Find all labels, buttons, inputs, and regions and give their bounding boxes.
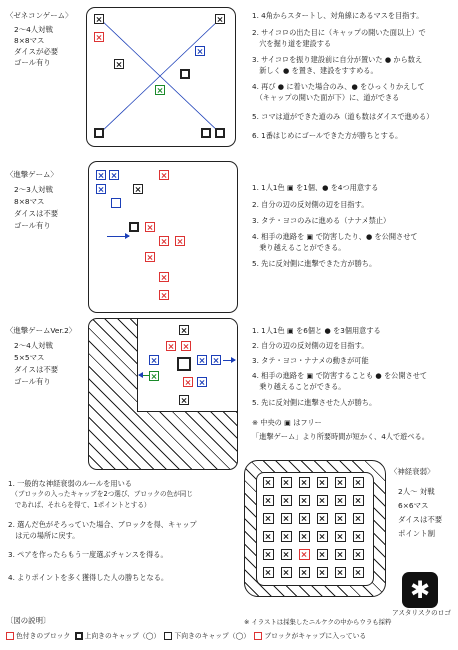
zeneko-cap-top-right — [215, 14, 225, 24]
memory-goal: ポイント制 — [398, 529, 435, 538]
shingeki-cap-1 — [133, 184, 143, 194]
shingeki-blue-3 — [96, 184, 106, 194]
shingeki-red-4 — [175, 236, 185, 246]
memory-cell — [353, 495, 364, 506]
zeneko-green-block — [155, 85, 165, 95]
shingeki2-title: 〈進撃ゲームVer.2〉 — [6, 326, 77, 335]
zeneko-dice: ダイスが必要 — [14, 47, 59, 56]
memory-cell — [353, 477, 364, 488]
shingeki-size: 8×8マス — [14, 197, 45, 206]
zeneko-rule-5: 5. コマは道ができた道のみ（道も数はダイスで進める） — [252, 112, 434, 121]
memory-cell — [335, 477, 346, 488]
zeneko-cap-mid-right — [180, 69, 190, 79]
zeneko-rule-4b: （キャップの開いた面が下）に、道ができる — [252, 93, 400, 102]
colored-block-icon — [6, 632, 14, 640]
memory-cell — [335, 513, 346, 524]
memory-cell — [299, 567, 310, 578]
zeneko-rule-3: 3. サイコロを振り建設前に自分が置いた ● から数え — [252, 55, 423, 64]
zeneko-diagonals — [87, 8, 235, 146]
shingeki2-blue-1 — [149, 355, 159, 365]
memory-cell — [281, 513, 292, 524]
legend-title: 〔図の説明〕 — [6, 616, 51, 625]
memory-rule-2b: は元の場所に戻す。 — [8, 531, 80, 540]
memory-cell — [317, 513, 328, 524]
memory-cell — [335, 531, 346, 542]
zeneko-rule-6: 6. 1番はじめにゴールできた方が勝ちとする。 — [252, 131, 403, 140]
shingeki-red-2 — [145, 222, 155, 232]
memory-cell — [317, 549, 328, 560]
memory-cell — [335, 567, 346, 578]
shingeki2-rule-3: 3. タテ・ヨコ・ナナメの動きが可能 — [252, 356, 369, 365]
zeneko-cap-bottom-right-a — [201, 128, 211, 138]
memory-rule-3: 3. ペアを作ったらもう一度選ぶチャンスを得る。 — [8, 550, 168, 559]
memory-cell — [353, 567, 364, 578]
legend-row — [6, 632, 366, 640]
memory-players: 2人〜 対戦 — [398, 487, 435, 496]
logo-caption: アスタリスクのロゴ — [392, 609, 451, 617]
shingeki-board — [88, 161, 238, 313]
memory-rule-1c: であれば、それらを得て、1ポイントとする） — [8, 501, 151, 509]
memory-cell — [353, 531, 364, 542]
shingeki-title: 〈進撃ゲーム〉 — [6, 170, 58, 179]
shingeki2-green-1 — [149, 371, 159, 381]
memory-cell — [281, 549, 292, 560]
shingeki2-note-2: 「進撃ゲーム」より所要時間が短かく、4人で遊べる。 — [252, 432, 429, 441]
shingeki-red-7 — [159, 290, 169, 300]
shingeki-rule-3: 3. タテ・ヨコのみに進める（ナナメ禁止） — [252, 216, 391, 225]
legend-item-3: 下向きのキャップ（◯） — [174, 632, 251, 640]
shingeki-rule-5: 5. 先に反対側に進撃できた方が勝ち。 — [252, 259, 377, 268]
shingeki2-blue-arrow — [223, 360, 235, 361]
shingeki2-board — [88, 318, 238, 470]
memory-cell — [281, 495, 292, 506]
shingeki2-cap-center — [177, 357, 191, 371]
shingeki2-note-1: ※ 中央の ▣ はフリー — [252, 418, 322, 427]
zeneko-rule-4: 4. 再び ● に着いた場合のみ、● をひっくりかえして — [252, 82, 425, 91]
shingeki2-rule-4b: 乗り越えることができる。 — [252, 382, 346, 391]
shingeki2-blue-4 — [197, 377, 207, 387]
shingeki2-red-3 — [183, 377, 193, 387]
shingeki2-red-2 — [181, 341, 191, 351]
zeneko-rule-2: 2. サイコロの出た目に（キャップの開いた面以上）で — [252, 28, 426, 37]
memory-cell — [317, 531, 328, 542]
memory-size: 6×6マス — [398, 501, 429, 510]
memory-cell — [299, 549, 310, 560]
legend-item-2: 上向きのキャップ（◯） — [84, 632, 161, 640]
memory-rule-2: 2. 選んだ色がそろっていた場合、ブロックを得、キャップ — [8, 520, 197, 529]
shingeki2-green-arrow — [139, 375, 149, 376]
zeneko-rule-1: 1. 4角からスタートし、対角線にあるマスを目指す。 — [252, 11, 424, 20]
shingeki-blue-2 — [109, 170, 119, 180]
memory-cell — [299, 531, 310, 542]
shingeki-red-5 — [145, 252, 155, 262]
illustration-footnote: ※ イラストは採集したニルケクの中からウラも採粋 — [244, 618, 392, 626]
shingeki2-rule-2: 2. 自分の辺の反対側の辺を目指す。 — [252, 341, 369, 350]
shingeki-red-start — [159, 170, 169, 180]
zeneko-title: 〈ゼネコンゲーム〉 — [6, 11, 73, 20]
memory-cell — [263, 513, 274, 524]
asterisk-logo: ✱ — [402, 572, 438, 608]
shingeki-blue-arrow — [107, 236, 129, 237]
shingeki-rule-1: 1. 1人1色 ▣ を1個、● を4つ用意する — [252, 183, 379, 192]
shingeki2-goal: ゴール有り — [14, 377, 51, 386]
zeneko-cap-bottom-right-b — [215, 128, 225, 138]
shingeki-dice: ダイスは不要 — [14, 209, 59, 218]
memory-cell — [263, 495, 274, 506]
shingeki2-blue-2 — [197, 355, 207, 365]
zeneko-cap-top-left — [94, 14, 104, 24]
memory-cell — [299, 513, 310, 524]
shingeki-goal: ゴール有り — [14, 221, 51, 230]
shingeki-blue-1 — [96, 170, 106, 180]
zeneko-players: 2〜4人対戦 — [14, 25, 53, 34]
memory-cell — [299, 495, 310, 506]
memory-rule-1b: （ブロックの入ったキャップを2つ選び、ブロックの色が同じ — [8, 490, 193, 498]
memory-play-area — [256, 472, 374, 586]
shingeki-cap-center — [129, 222, 139, 232]
legend-item-1: 色付きのブロック — [16, 632, 71, 640]
memory-rule-1: 1. 一般的な神経衰弱のルールを用いる — [8, 479, 133, 488]
memory-title: 〈神経衰弱〉 — [390, 467, 435, 476]
shingeki2-red-1 — [166, 341, 176, 351]
memory-cell — [317, 477, 328, 488]
shingeki2-rule-1: 1. 1人1色 ▣ を6個と ● を3個用意する — [252, 326, 381, 335]
memory-cell — [263, 567, 274, 578]
shingeki2-cap-top — [179, 325, 189, 335]
shingeki-players: 2〜3人対戦 — [14, 185, 53, 194]
shingeki-rule-4b: 乗り越えることができる。 — [252, 243, 346, 252]
shingeki2-cap-bottom — [179, 395, 189, 405]
cap-up-icon — [75, 632, 83, 640]
shingeki-red-6 — [159, 272, 169, 282]
memory-dice: ダイスは不要 — [398, 515, 443, 524]
shingeki-red-3 — [159, 236, 169, 246]
zeneko-blue-block — [195, 46, 205, 56]
shingeki-rule-4: 4. 相手の進路を ▣ で防害したり、● を公開させて — [252, 232, 418, 241]
shingeki-rule-2: 2. 自分の辺の反対側の辺を目指す。 — [252, 200, 369, 209]
shingeki-blue-cap — [111, 198, 121, 208]
legend-item-4: ブロックがキャップに入っている — [264, 632, 367, 640]
cap-down-icon — [164, 632, 172, 640]
zeneko-size: 8×8マス — [14, 36, 45, 45]
zeneko-rule-2b: 穴を掘り道を建設する — [252, 39, 332, 48]
shingeki2-dice: ダイスは不要 — [14, 365, 59, 374]
memory-cell — [281, 531, 292, 542]
zeneko-red-block — [94, 32, 104, 42]
shingeki2-size: 5×5マス — [14, 353, 45, 362]
shingeki2-rule-5: 5. 先に反対側に進撃させた人が勝ち。 — [252, 398, 377, 407]
zeneko-rule-3b: 新しく ● を置き、建設をすすめる。 — [252, 66, 378, 75]
zeneko-cap-bottom-left — [94, 128, 104, 138]
zeneko-goal: ゴール有り — [14, 58, 51, 67]
memory-cell — [335, 495, 346, 506]
memory-cell — [263, 549, 274, 560]
zeneko-board — [86, 7, 236, 147]
memory-cell — [353, 513, 364, 524]
memory-cell — [353, 549, 364, 560]
block-in-cap-icon — [254, 632, 262, 640]
shingeki2-rule-4: 4. 相手の進路を ▣ で防害することも ● を公開させて — [252, 371, 428, 380]
memory-board — [244, 460, 386, 597]
memory-rule-4: 4. よりポイントを多く獲得した人の勝ちとなる。 — [8, 573, 169, 582]
shingeki2-players: 2〜4人対戦 — [14, 341, 53, 350]
memory-cell — [281, 567, 292, 578]
memory-cell — [281, 477, 292, 488]
memory-cell — [299, 477, 310, 488]
memory-cell — [317, 567, 328, 578]
zeneko-cap-mid-left — [114, 59, 124, 69]
shingeki2-blue-3 — [211, 355, 221, 365]
memory-cell — [317, 495, 328, 506]
memory-cell — [263, 531, 274, 542]
memory-cell — [263, 477, 274, 488]
memory-cell — [335, 549, 346, 560]
